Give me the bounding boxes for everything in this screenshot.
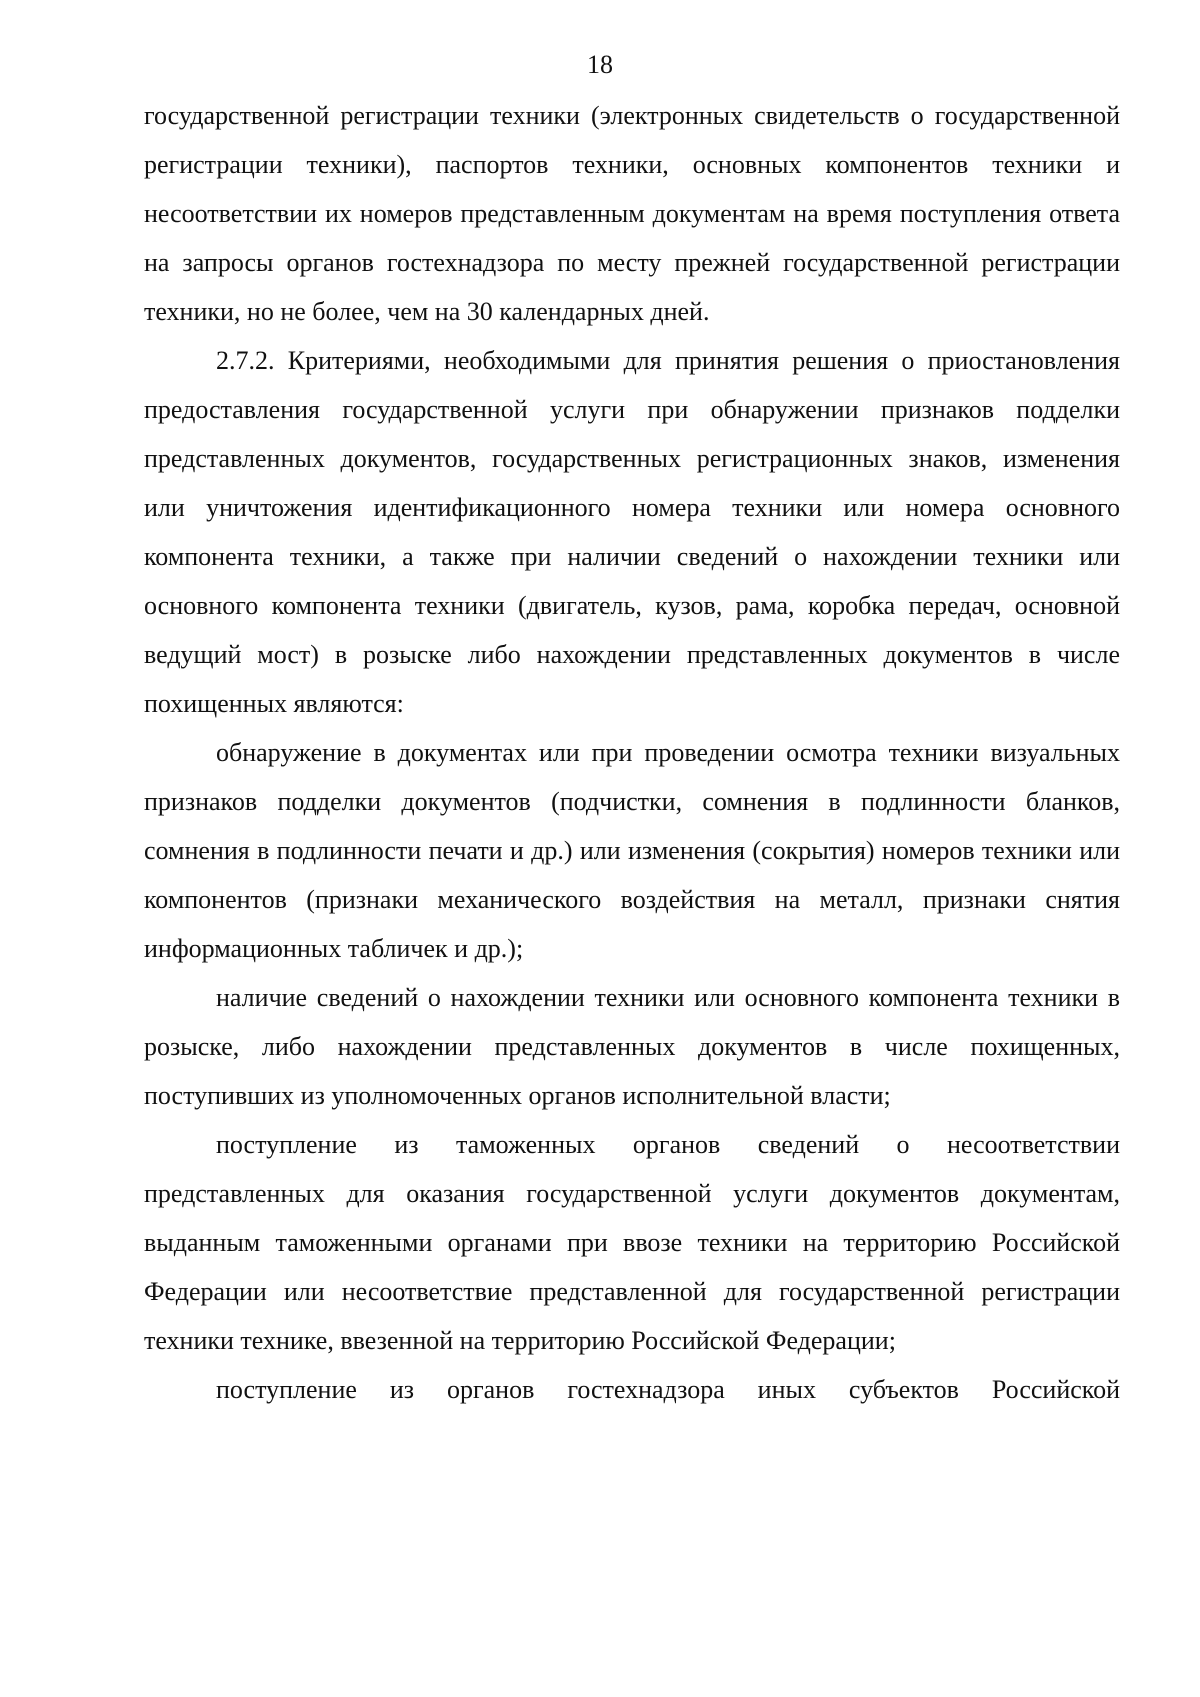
- paragraph-continuation: государственной регистрации техники (электронных свидетельств о государственной регистрации техники), паспортов техники, основных компонентов техники и несоответствии их номеров представленным документам на время поступления ответа на запросы органов гостехнадзора по месту прежней государственной регистрации техники, но не более, чем на 30 календарных дней.: [144, 101, 1120, 326]
- paragraph-criterion-wanted-info: наличие сведений о нахождении техники или основного компонента техники в розыске, либо нахождении представленных документов в числе похищенных, поступивших из уполномоченных органов исполнительной власти;: [144, 983, 1120, 1110]
- page-number: 18: [587, 50, 613, 79]
- paragraph-criterion-customs-info: поступление из таможенных органов сведений о несоответствии представленных для оказания государственной услуги документов документам, выданным таможенными органами при ввозе техники на территорию Российской Федерации или несоответствие представленной для государственной регистрации техники технике, ввезенной на территорию Российской Федерации;: [144, 1130, 1120, 1355]
- paragraph-clause-2-7-2: 2.7.2. Критериями, необходимыми для принятия решения о приостановления предоставления государственной услуги при обнаружении признаков подделки представленных документов, государственных регистрационных знаков, изменения или уничтожения идентификационного номера техники или номера основного компонента техники, а также при наличии сведений о нахождении техники или основного компонента техники (двигатель, кузов, рама, коробка передач, основной ведущий мост) в розыске либо нахождении представленных документов в числе похищенных являются:: [144, 346, 1120, 718]
- paragraph-criterion-forgery-signs: обнаружение в документах или при проведении осмотра техники визуальных признаков подделки документов (подчистки, сомнения в подлинности бланков, сомнения в подлинности печати и др.) или изменения (сокрытия) номеров техники или компонентов (признаки механического воздействия на металл, признаки снятия информационных табличек и др.);: [144, 738, 1120, 963]
- paragraph-criterion-gostekhnadzor-info: поступление из органов гостехнадзора иных субъектов Российской: [216, 1375, 1120, 1404]
- document-body: [144, 91, 1120, 1414]
